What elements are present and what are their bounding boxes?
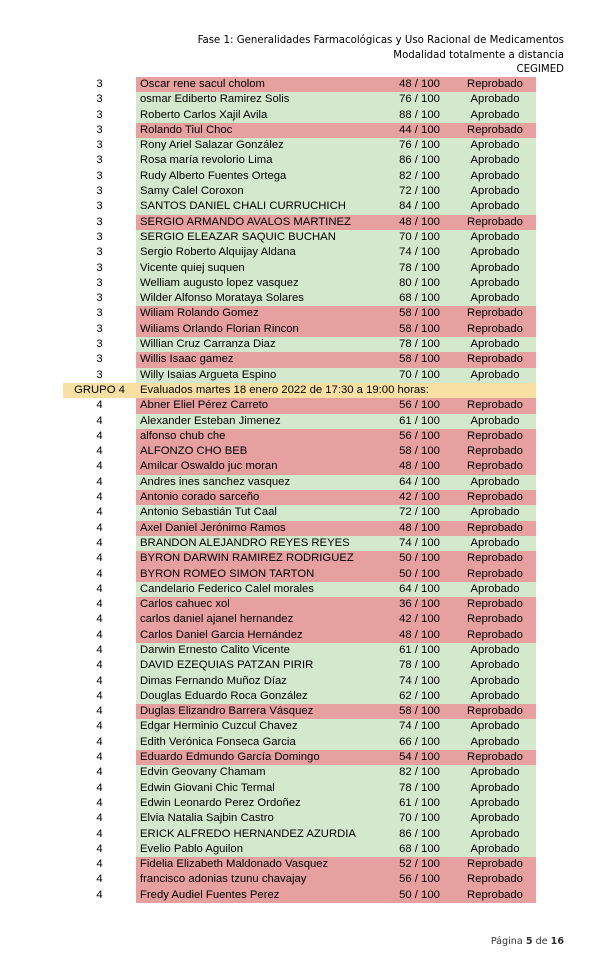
group-cell: 3 bbox=[63, 276, 136, 291]
score-cell: 68 / 100 bbox=[385, 842, 454, 857]
table-row bbox=[63, 689, 536, 704]
status-cell: Aprobado bbox=[454, 184, 536, 199]
score-cell: 61 / 100 bbox=[385, 414, 454, 429]
status-cell: Aprobado bbox=[454, 536, 536, 551]
status-cell: Reprobado bbox=[454, 551, 536, 566]
name-cell: Amilcar Oswaldo juc moran bbox=[136, 459, 385, 474]
name-cell: Candelario Federico Calel morales bbox=[136, 582, 385, 597]
status-cell: Aprobado bbox=[454, 582, 536, 597]
status-cell: Aprobado bbox=[454, 811, 536, 826]
group-cell: 3 bbox=[63, 306, 136, 321]
group-cell: 4 bbox=[63, 567, 136, 582]
score-cell: 78 / 100 bbox=[385, 261, 454, 276]
group-cell: 4 bbox=[63, 597, 136, 612]
name-cell: BRANDON ALEJANDRO REYES REYES bbox=[136, 536, 385, 551]
table-row bbox=[63, 505, 536, 520]
group-cell: 3 bbox=[63, 169, 136, 184]
status-cell: Reprobado bbox=[454, 459, 536, 474]
table-row bbox=[63, 199, 536, 214]
score-cell: 42 / 100 bbox=[385, 490, 454, 505]
table-row bbox=[63, 597, 536, 612]
score-cell: 86 / 100 bbox=[385, 153, 454, 168]
name-cell: Welliam augusto lopez vasquez bbox=[136, 276, 385, 291]
table-row bbox=[63, 245, 536, 260]
name-cell: Wilder Alfonso Morataya Solares bbox=[136, 291, 385, 306]
name-cell: Willian Cruz Carranza Diaz bbox=[136, 337, 385, 352]
status-cell: Aprobado bbox=[454, 261, 536, 276]
name-cell: Wiliam Rolando Gomez bbox=[136, 306, 385, 321]
name-cell: Edvin Geovany Chamam bbox=[136, 765, 385, 780]
name-cell: Carlos cahuec xol bbox=[136, 597, 385, 612]
table-row bbox=[63, 536, 536, 551]
score-cell: 74 / 100 bbox=[385, 536, 454, 551]
table-row bbox=[63, 77, 536, 92]
status-cell: Aprobado bbox=[454, 689, 536, 704]
table-row bbox=[63, 872, 536, 887]
footer-of: de bbox=[535, 936, 548, 947]
table-row bbox=[63, 811, 536, 826]
score-cell: 80 / 100 bbox=[385, 276, 454, 291]
status-cell: Reprobado bbox=[454, 888, 536, 903]
table-row bbox=[63, 414, 536, 429]
score-cell: 44 / 100 bbox=[385, 123, 454, 138]
name-cell: Edgar Herminio Cuzcul Chavez bbox=[136, 719, 385, 734]
table-row bbox=[63, 230, 536, 245]
score-cell: 56 / 100 bbox=[385, 398, 454, 413]
score-cell: 64 / 100 bbox=[385, 582, 454, 597]
score-cell: 56 / 100 bbox=[385, 429, 454, 444]
status-cell: Reprobado bbox=[454, 567, 536, 582]
table-row bbox=[63, 735, 536, 750]
table-row bbox=[63, 261, 536, 276]
table-row bbox=[63, 123, 536, 138]
group-cell: 4 bbox=[63, 628, 136, 643]
group-cell: 4 bbox=[63, 643, 136, 658]
score-cell: 64 / 100 bbox=[385, 475, 454, 490]
score-cell: 82 / 100 bbox=[385, 169, 454, 184]
name-cell: Roberto Carlos Xajil Avila bbox=[136, 108, 385, 123]
name-cell: Darwin Ernesto Calito Vicente bbox=[136, 643, 385, 658]
score-cell: 84 / 100 bbox=[385, 199, 454, 214]
name-cell: francisco adonias tzunu chavajay bbox=[136, 872, 385, 887]
table-row bbox=[63, 750, 536, 765]
name-cell: Edwin Giovani Chic Termal bbox=[136, 781, 385, 796]
status-cell: Reprobado bbox=[454, 750, 536, 765]
name-cell: Rony Ariel Salazar González bbox=[136, 138, 385, 153]
table-row bbox=[63, 674, 536, 689]
score-cell: 58 / 100 bbox=[385, 704, 454, 719]
name-cell: Douglas Eduardo Roca González bbox=[136, 689, 385, 704]
table-row bbox=[63, 337, 536, 352]
status-cell: Reprobado bbox=[454, 704, 536, 719]
table-row bbox=[63, 444, 536, 459]
status-cell: Aprobado bbox=[454, 92, 536, 107]
table-row bbox=[63, 184, 536, 199]
name-cell: Carlos Daniel Garcia Hernández bbox=[136, 628, 385, 643]
group-cell: 4 bbox=[63, 796, 136, 811]
name-cell: Sergio Roberto Alquijay Aldana bbox=[136, 245, 385, 260]
status-cell: Reprobado bbox=[454, 322, 536, 337]
score-cell: 52 / 100 bbox=[385, 857, 454, 872]
name-cell: ALFONZO CHO BEB bbox=[136, 444, 385, 459]
status-cell: Aprobado bbox=[454, 245, 536, 260]
name-cell: Vicente quiej suquen bbox=[136, 261, 385, 276]
group-cell: 4 bbox=[63, 735, 136, 750]
status-cell: Aprobado bbox=[454, 658, 536, 673]
status-cell: Aprobado bbox=[454, 781, 536, 796]
results-table bbox=[63, 77, 536, 903]
score-cell: 78 / 100 bbox=[385, 658, 454, 673]
group-cell: 3 bbox=[63, 245, 136, 260]
header-organization: CEGIMED bbox=[516, 64, 564, 76]
name-cell: Edwin Leonardo Perez Ordoñez bbox=[136, 796, 385, 811]
score-cell: 50 / 100 bbox=[385, 888, 454, 903]
score-cell: 74 / 100 bbox=[385, 245, 454, 260]
group-cell: 4 bbox=[63, 842, 136, 857]
group-cell: 3 bbox=[63, 368, 136, 383]
group-cell: 4 bbox=[63, 719, 136, 734]
table-row bbox=[63, 842, 536, 857]
group-cell: 4 bbox=[63, 765, 136, 780]
name-cell: Edith Verónica Fonseca Garcia bbox=[136, 735, 385, 750]
status-cell: Reprobado bbox=[454, 597, 536, 612]
score-cell: 70 / 100 bbox=[385, 368, 454, 383]
group-cell: 4 bbox=[63, 888, 136, 903]
status-cell: Aprobado bbox=[454, 368, 536, 383]
name-cell: Antonio corado sarceño bbox=[136, 490, 385, 505]
status-cell: Aprobado bbox=[454, 153, 536, 168]
table-row bbox=[63, 704, 536, 719]
status-cell: Aprobado bbox=[454, 735, 536, 750]
table-row bbox=[63, 475, 536, 490]
group-cell: 4 bbox=[63, 781, 136, 796]
group-cell: 3 bbox=[63, 215, 136, 230]
status-cell: Aprobado bbox=[454, 719, 536, 734]
name-cell: BYRON DARWIN RAMIREZ RODRIGUEZ bbox=[136, 551, 385, 566]
score-cell: 78 / 100 bbox=[385, 337, 454, 352]
score-cell: 42 / 100 bbox=[385, 612, 454, 627]
group-cell: 3 bbox=[63, 199, 136, 214]
score-cell: 50 / 100 bbox=[385, 551, 454, 566]
score-cell: 76 / 100 bbox=[385, 92, 454, 107]
name-cell: BYRON ROMEO SIMON TARTON bbox=[136, 567, 385, 582]
table-row bbox=[63, 582, 536, 597]
table-row bbox=[63, 459, 536, 474]
table-row bbox=[63, 628, 536, 643]
group-cell: 4 bbox=[63, 398, 136, 413]
table-row bbox=[63, 291, 536, 306]
table-row bbox=[63, 857, 536, 872]
table-row bbox=[63, 551, 536, 566]
status-cell: Aprobado bbox=[454, 169, 536, 184]
group-cell: 3 bbox=[63, 123, 136, 138]
status-cell: Aprobado bbox=[454, 414, 536, 429]
group-cell: 3 bbox=[63, 138, 136, 153]
group-cell: 3 bbox=[63, 337, 136, 352]
name-cell: Willis Isaac gamez bbox=[136, 352, 385, 367]
status-cell: Reprobado bbox=[454, 872, 536, 887]
name-cell: DAVID EZEQUIAS PATZAN PIRIR bbox=[136, 658, 385, 673]
group-cell: 3 bbox=[63, 261, 136, 276]
name-cell: alfonso chub che bbox=[136, 429, 385, 444]
score-cell: 58 / 100 bbox=[385, 306, 454, 321]
group-banner-text: Evaluados martes 18 enero 2022 de 17:30 a 19:00 horas: bbox=[136, 383, 536, 398]
footer-page-label: Página bbox=[490, 936, 523, 947]
group-cell: 4 bbox=[63, 674, 136, 689]
status-cell: Aprobado bbox=[454, 276, 536, 291]
status-cell: Aprobado bbox=[454, 199, 536, 214]
group-cell: 4 bbox=[63, 444, 136, 459]
score-cell: 70 / 100 bbox=[385, 811, 454, 826]
name-cell: Rudy Alberto Fuentes Ortega bbox=[136, 169, 385, 184]
group-cell: 4 bbox=[63, 429, 136, 444]
name-cell: Alexander Esteban Jimenez bbox=[136, 414, 385, 429]
document-header bbox=[198, 34, 564, 78]
score-cell: 72 / 100 bbox=[385, 505, 454, 520]
name-cell: SERGIO ARMANDO AVALOS MARTINEZ bbox=[136, 215, 385, 230]
score-cell: 62 / 100 bbox=[385, 689, 454, 704]
score-cell: 48 / 100 bbox=[385, 215, 454, 230]
score-cell: 48 / 100 bbox=[385, 459, 454, 474]
status-cell: Aprobado bbox=[454, 643, 536, 658]
group-cell: 4 bbox=[63, 704, 136, 719]
status-cell: Reprobado bbox=[454, 857, 536, 872]
group-cell: 4 bbox=[63, 490, 136, 505]
table-row bbox=[63, 490, 536, 505]
status-cell: Aprobado bbox=[454, 674, 536, 689]
name-cell: Wiliams Orlando Florian Rincon bbox=[136, 322, 385, 337]
score-cell: 74 / 100 bbox=[385, 719, 454, 734]
table-row bbox=[63, 92, 536, 107]
status-cell: Aprobado bbox=[454, 505, 536, 520]
table-row bbox=[63, 322, 536, 337]
name-cell: Eduardo Edmundo García Domingo bbox=[136, 750, 385, 765]
table-row bbox=[63, 215, 536, 230]
group-cell: 3 bbox=[63, 184, 136, 199]
name-cell: carlos daniel ajanel hernandez bbox=[136, 612, 385, 627]
table-row bbox=[63, 398, 536, 413]
group-cell: 4 bbox=[63, 521, 136, 536]
status-cell: Aprobado bbox=[454, 796, 536, 811]
status-cell: Aprobado bbox=[454, 475, 536, 490]
group-cell: 3 bbox=[63, 322, 136, 337]
status-cell: Aprobado bbox=[454, 842, 536, 857]
status-cell: Reprobado bbox=[454, 77, 536, 92]
table-row bbox=[63, 781, 536, 796]
group-cell: 3 bbox=[63, 92, 136, 107]
status-cell: Aprobado bbox=[454, 291, 536, 306]
table-row bbox=[63, 567, 536, 582]
score-cell: 78 / 100 bbox=[385, 781, 454, 796]
name-cell: Abner Eliel Pérez Carreto bbox=[136, 398, 385, 413]
group-cell: 4 bbox=[63, 811, 136, 826]
status-cell: Reprobado bbox=[454, 612, 536, 627]
name-cell: osmar Ediberto Ramirez Solis bbox=[136, 92, 385, 107]
name-cell: Andres ines sanchez vasquez bbox=[136, 475, 385, 490]
score-cell: 54 / 100 bbox=[385, 750, 454, 765]
status-cell: Reprobado bbox=[454, 352, 536, 367]
group-cell: 4 bbox=[63, 857, 136, 872]
table-row bbox=[63, 138, 536, 153]
status-cell: Reprobado bbox=[454, 521, 536, 536]
name-cell: Willy Isaias Argueta Espino bbox=[136, 368, 385, 383]
header-modality: Modalidad totalmente a distancia bbox=[393, 49, 564, 61]
group-cell: 4 bbox=[63, 750, 136, 765]
group-cell: 4 bbox=[63, 872, 136, 887]
status-cell: Reprobado bbox=[454, 123, 536, 138]
name-cell: Samy Calel Coroxon bbox=[136, 184, 385, 199]
status-cell: Reprobado bbox=[454, 398, 536, 413]
group-banner-label: GRUPO 4 bbox=[63, 383, 136, 398]
table-row bbox=[63, 368, 536, 383]
table-row bbox=[63, 719, 536, 734]
table-row bbox=[63, 888, 536, 903]
group-cell: 3 bbox=[63, 291, 136, 306]
name-cell: Evelio Pablo Aguilon bbox=[136, 842, 385, 857]
table-row bbox=[63, 169, 536, 184]
table-row bbox=[63, 306, 536, 321]
score-cell: 61 / 100 bbox=[385, 643, 454, 658]
status-cell: Aprobado bbox=[454, 765, 536, 780]
name-cell: ERICK ALFREDO HERNANDEZ AZURDIA bbox=[136, 827, 385, 842]
score-cell: 50 / 100 bbox=[385, 567, 454, 582]
group-cell: 3 bbox=[63, 108, 136, 123]
group-cell: 4 bbox=[63, 827, 136, 842]
score-cell: 82 / 100 bbox=[385, 765, 454, 780]
score-cell: 48 / 100 bbox=[385, 628, 454, 643]
score-cell: 72 / 100 bbox=[385, 184, 454, 199]
status-cell: Reprobado bbox=[454, 429, 536, 444]
status-cell: Reprobado bbox=[454, 444, 536, 459]
group-cell: 3 bbox=[63, 230, 136, 245]
score-cell: 86 / 100 bbox=[385, 827, 454, 842]
table-row bbox=[63, 796, 536, 811]
table-row bbox=[63, 429, 536, 444]
group-cell: 4 bbox=[63, 689, 136, 704]
table-row bbox=[63, 521, 536, 536]
score-cell: 76 / 100 bbox=[385, 138, 454, 153]
name-cell: Antonio Sebastián Tut Caal bbox=[136, 505, 385, 520]
table-row bbox=[63, 352, 536, 367]
name-cell: Axel Daniel Jerónimo Ramos bbox=[136, 521, 385, 536]
table-row bbox=[63, 108, 536, 123]
status-cell: Reprobado bbox=[454, 215, 536, 230]
group-cell: 4 bbox=[63, 536, 136, 551]
group-cell: 4 bbox=[63, 582, 136, 597]
score-cell: 74 / 100 bbox=[385, 674, 454, 689]
score-cell: 58 / 100 bbox=[385, 352, 454, 367]
name-cell: SERGIO ELEAZAR SAQUIC BUCHAN bbox=[136, 230, 385, 245]
score-cell: 68 / 100 bbox=[385, 291, 454, 306]
page-footer bbox=[491, 936, 564, 947]
score-cell: 58 / 100 bbox=[385, 444, 454, 459]
header-course-title: Fase 1: Generalidades Farmacológicas y Uso Racional de Medicamentos bbox=[197, 35, 564, 46]
group-cell: 4 bbox=[63, 551, 136, 566]
score-cell: 58 / 100 bbox=[385, 322, 454, 337]
group-cell: 4 bbox=[63, 505, 136, 520]
status-cell: Aprobado bbox=[454, 138, 536, 153]
status-cell: Aprobado bbox=[454, 108, 536, 123]
score-cell: 70 / 100 bbox=[385, 230, 454, 245]
table-row bbox=[63, 765, 536, 780]
group-cell: 4 bbox=[63, 414, 136, 429]
name-cell: Dimas Fernando Muñoz Díaz bbox=[136, 674, 385, 689]
table-row bbox=[63, 658, 536, 673]
group-cell: 3 bbox=[63, 153, 136, 168]
group-cell: 4 bbox=[63, 658, 136, 673]
footer-page-number: 5 bbox=[525, 936, 533, 947]
score-cell: 56 / 100 bbox=[385, 872, 454, 887]
score-cell: 88 / 100 bbox=[385, 108, 454, 123]
footer-page-total: 16 bbox=[550, 936, 564, 947]
status-cell: Aprobado bbox=[454, 337, 536, 352]
name-cell: Elvia Natalia Sajbin Castro bbox=[136, 811, 385, 826]
group-cell: 4 bbox=[63, 612, 136, 627]
group-cell: 4 bbox=[63, 475, 136, 490]
score-cell: 61 / 100 bbox=[385, 796, 454, 811]
group-banner-row bbox=[63, 383, 536, 398]
group-cell: 3 bbox=[63, 77, 136, 92]
table-row bbox=[63, 612, 536, 627]
table-row bbox=[63, 827, 536, 842]
status-cell: Aprobado bbox=[454, 230, 536, 245]
score-cell: 36 / 100 bbox=[385, 597, 454, 612]
score-cell: 48 / 100 bbox=[385, 521, 454, 536]
table-row bbox=[63, 276, 536, 291]
name-cell: Duglas Elizandro Barrera Vásquez bbox=[136, 704, 385, 719]
name-cell: Rosa maría revolorio Lima bbox=[136, 153, 385, 168]
status-cell: Reprobado bbox=[454, 628, 536, 643]
name-cell: Oscar rene sacul cholom bbox=[136, 77, 385, 92]
name-cell: SANTOS DANIEL CHALI CURRUCHICH bbox=[136, 199, 385, 214]
status-cell: Reprobado bbox=[454, 306, 536, 321]
table-row bbox=[63, 153, 536, 168]
name-cell: Fredy Audiel Fuentes Perez bbox=[136, 888, 385, 903]
table-row bbox=[63, 643, 536, 658]
status-cell: Reprobado bbox=[454, 490, 536, 505]
status-cell: Aprobado bbox=[454, 827, 536, 842]
score-cell: 66 / 100 bbox=[385, 735, 454, 750]
name-cell: Rolando Tiul Choc bbox=[136, 123, 385, 138]
score-cell: 48 / 100 bbox=[385, 77, 454, 92]
group-cell: 3 bbox=[63, 352, 136, 367]
group-cell: 4 bbox=[63, 459, 136, 474]
name-cell: Fidelia Elizabeth Maldonado Vasquez bbox=[136, 857, 385, 872]
